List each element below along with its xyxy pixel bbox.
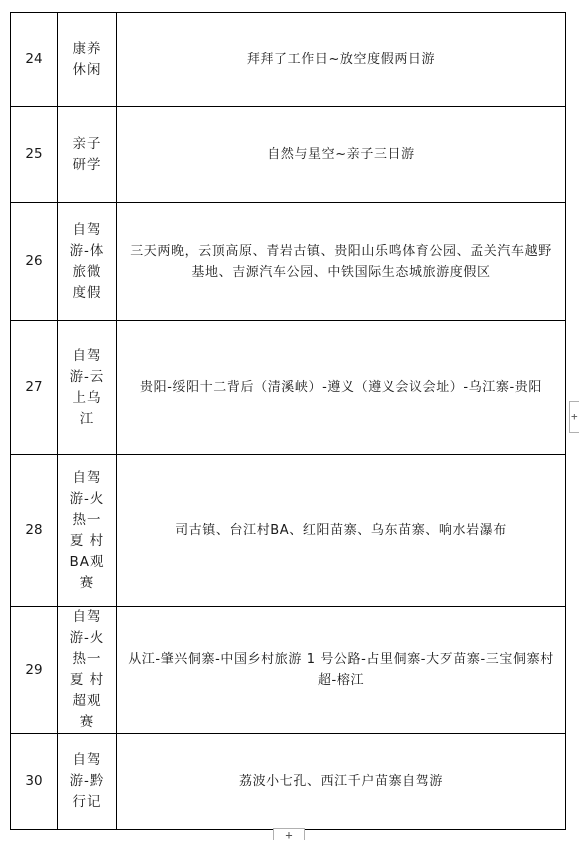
category-label: 自驾游-云上乌江 — [69, 347, 105, 427]
table-add-row-handle[interactable]: + — [273, 828, 305, 840]
category-label: 亲子 研学 — [72, 135, 102, 173]
category-label: 自驾游-火热一夏 村超观赛 — [69, 609, 105, 730]
row-number: 24 — [11, 13, 58, 107]
category-label: 自驾游-黔行记 — [69, 752, 105, 810]
route-description: 从江-肇兴侗寨-中国乡村旅游 1 号公路-占里侗寨-大歹苗寨-三宝侗寨村超-榕江 — [128, 652, 554, 688]
category-label: 康养 休闲 — [72, 40, 102, 78]
table-row — [11, 13, 566, 107]
row-number: 25 — [11, 107, 58, 203]
category-cell — [58, 107, 117, 203]
route-description: 自然与星空~亲子三日游 — [267, 147, 415, 162]
route-cell — [117, 13, 566, 107]
route-cell — [117, 455, 566, 607]
category-cell — [58, 455, 117, 607]
route-cell — [117, 107, 566, 203]
route-description: 拜拜了工作日~放空度假两日游 — [246, 52, 436, 67]
row-number: 26 — [11, 203, 58, 321]
category-cell — [58, 607, 117, 734]
row-number: 27 — [11, 321, 58, 455]
table-row — [11, 734, 566, 830]
category-cell — [58, 203, 117, 321]
table-row — [11, 455, 566, 607]
itinerary-table — [10, 12, 566, 830]
category-label: 自驾游-火热一夏 村BA观赛 — [69, 469, 105, 591]
table-row — [11, 321, 566, 455]
route-description: 司古镇、台江村BA、红阳苗寨、乌东苗寨、响水岩瀑布 — [175, 523, 507, 538]
route-cell — [117, 203, 566, 321]
category-cell — [58, 321, 117, 455]
table-row — [11, 607, 566, 734]
row-number: 28 — [11, 455, 58, 607]
category-cell — [58, 734, 117, 830]
route-description: 贵阳-绥阳十二背后（清溪峡）-遵义（遵义会议会址）-乌江寨-贵阳 — [140, 380, 542, 395]
category-cell — [58, 13, 117, 107]
category-label: 自驾游-体旅微度假 — [69, 221, 105, 301]
table-row — [11, 107, 566, 203]
row-number: 30 — [11, 734, 58, 830]
route-description: 三天两晚，云顶高原、青岩古镇、贵阳山乐鸣体育公园、孟关汽车越野基地、吉源汽车公园、中铁国际生态城旅游度假区 — [130, 243, 552, 280]
table-row — [11, 203, 566, 321]
row-number: 29 — [11, 607, 58, 734]
route-cell — [117, 321, 566, 455]
route-description: 荔波小七孔、西江千户苗寨自驾游 — [238, 774, 443, 789]
route-cell — [117, 607, 566, 734]
table-resize-handle-right[interactable]: + — [569, 401, 579, 433]
route-cell — [117, 734, 566, 830]
